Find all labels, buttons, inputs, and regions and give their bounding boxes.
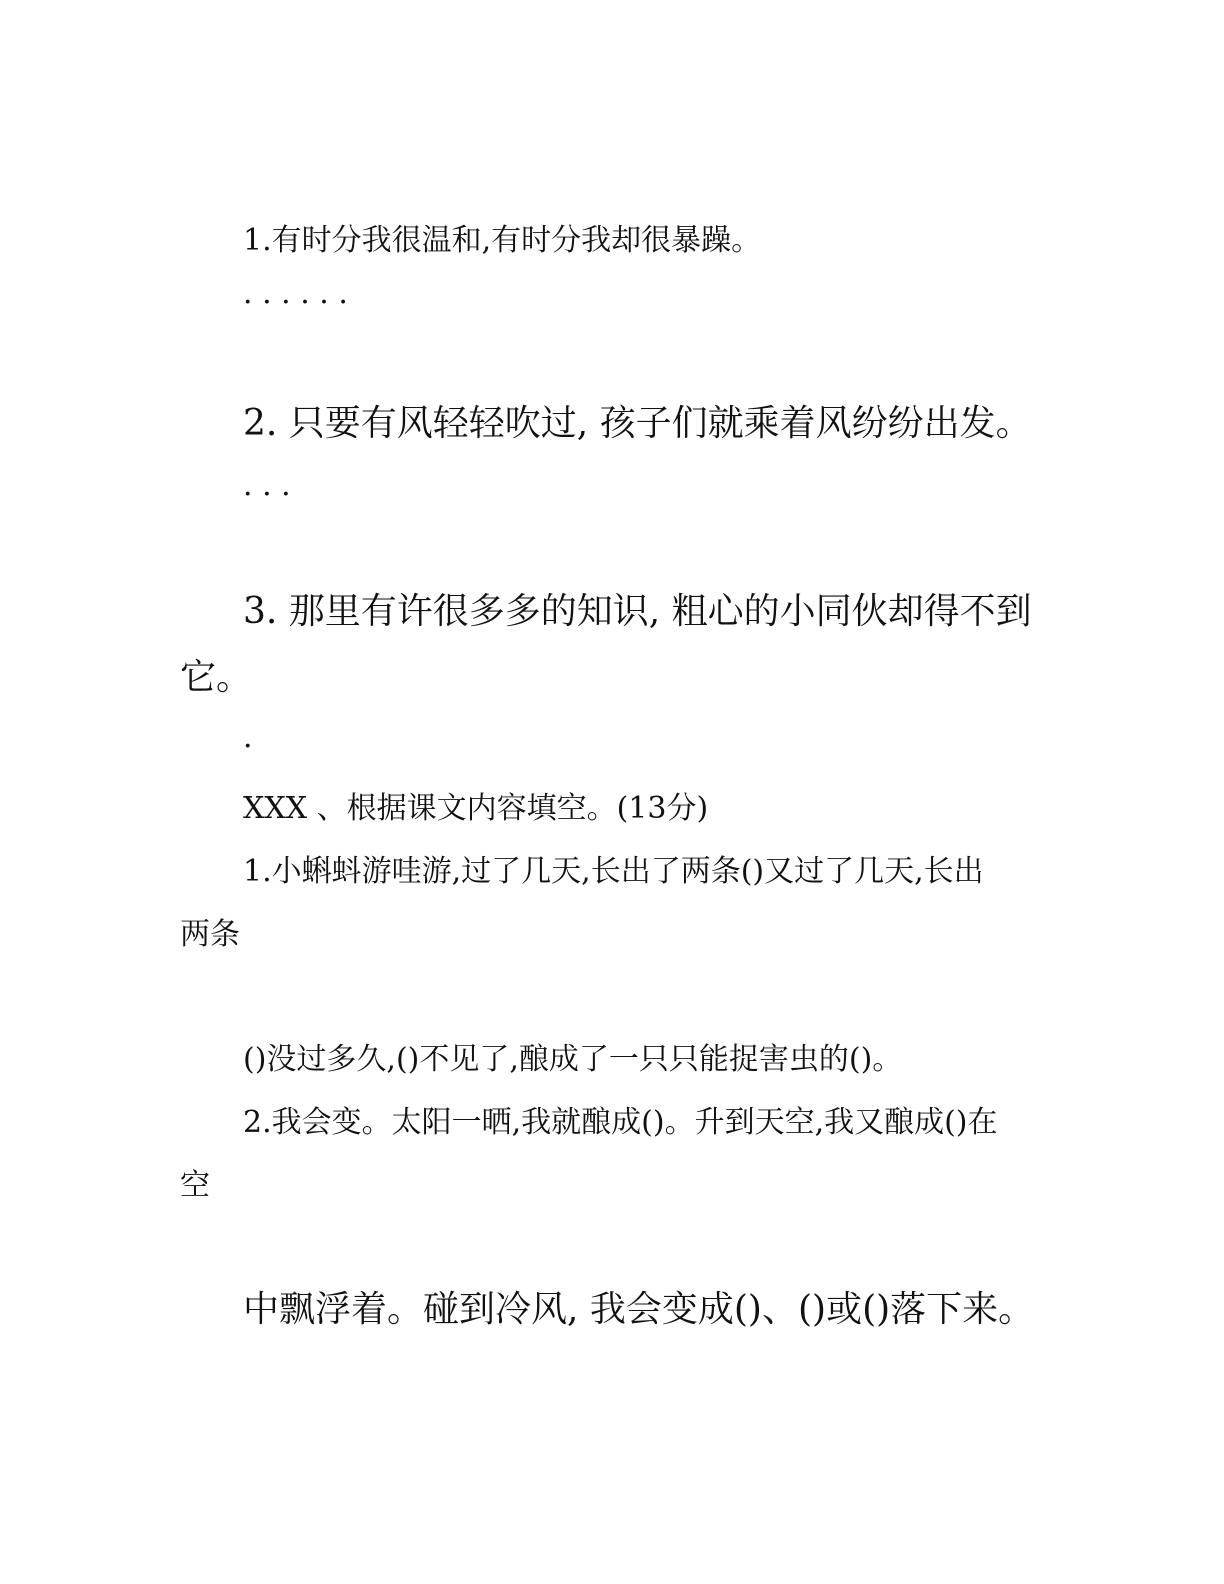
question-1-line-2: 两条 — [180, 917, 240, 952]
emphasis-dots-2: · · · — [243, 477, 291, 512]
question-1-line-1: 1.小蝌蚪游哇游,过了几天,长出了两条()又过了几天,长出 — [243, 854, 984, 889]
emphasis-dots-3: · — [243, 729, 253, 764]
sentence-1: 1.有时分我很温和,有时分我却很暴躁。 — [243, 223, 762, 258]
sentence-2: 2. 只要有风轻轻吹过, 孩子们就乘着风纷纷出发。 — [243, 403, 1032, 444]
question-1-line-3: ()没过多久,()不见了,酿成了一只只能捉害虫的()。 — [243, 1042, 903, 1077]
sentence-3-line-2: 它。 — [180, 657, 253, 698]
emphasis-dots-1: · · · · · · — [243, 285, 348, 320]
question-2-line-2: 空 — [180, 1168, 210, 1203]
sentence-3-line-1: 3. 那里有许很多多的知识, 粗心的小同伙却得不到 — [243, 591, 1032, 632]
section-heading: XXX 、根据课文内容填空。(13分) — [243, 791, 709, 826]
question-2-line-1: 2.我会变。太阳一晒,我就酿成()。升到天空,我又酿成()在 — [243, 1105, 998, 1140]
question-2-line-3: 中飘浮着。碰到冷风, 我会变成()、()或()落下来。 — [243, 1289, 1035, 1330]
